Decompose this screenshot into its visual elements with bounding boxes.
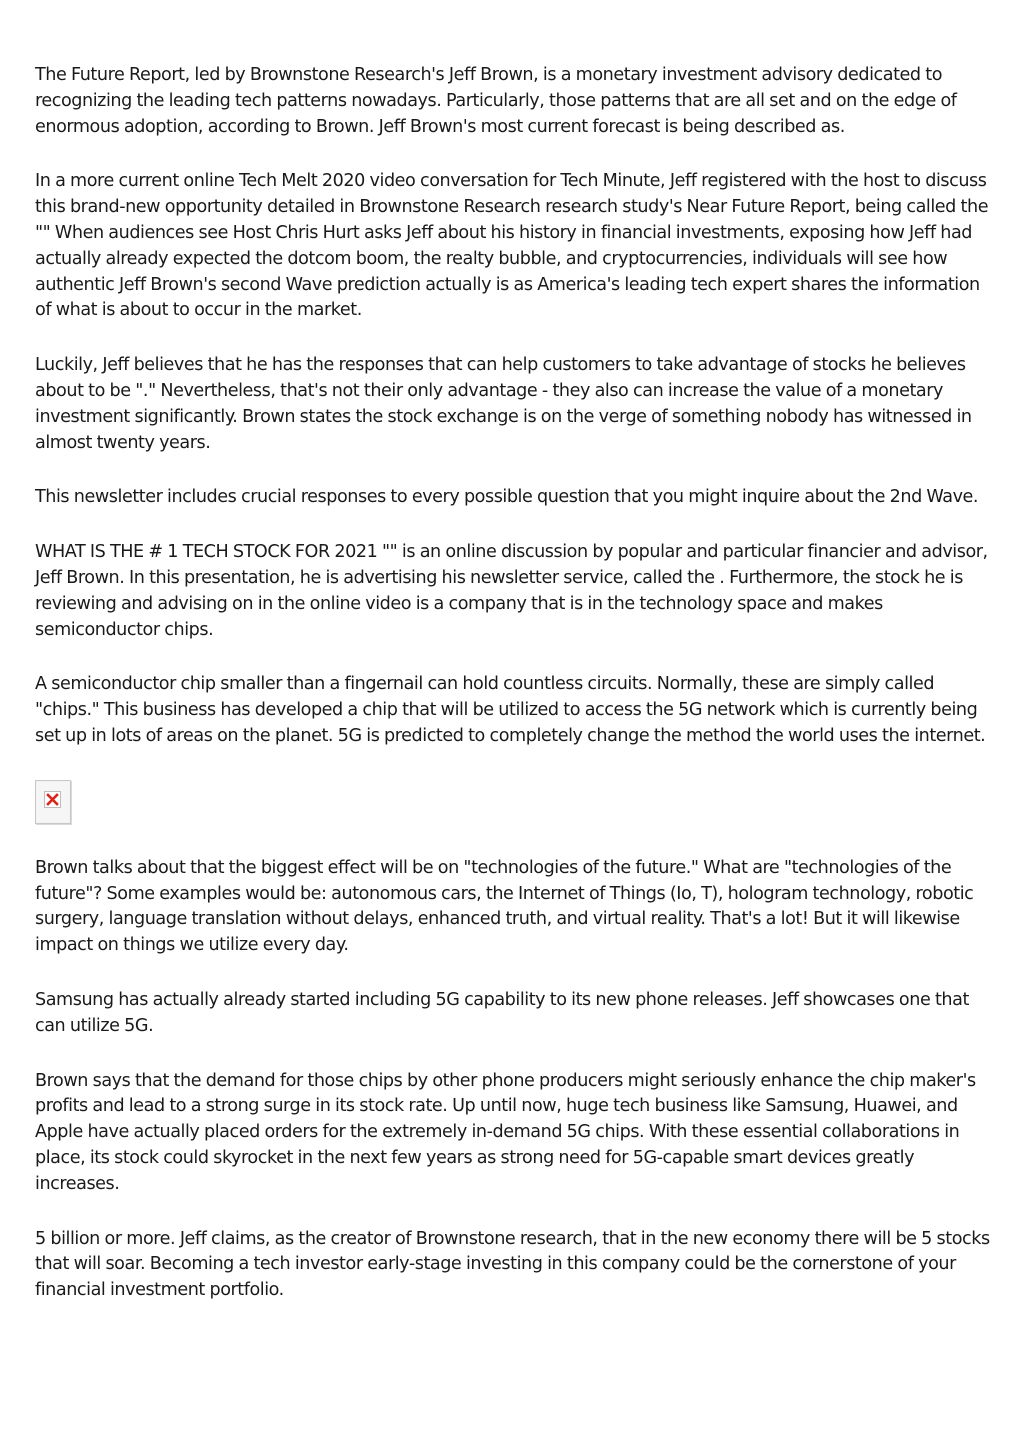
broken-image-icon [44, 791, 61, 808]
paragraph-8: Samsung has actually already started including 5G capability to its new phone releases. Jeff showcases one that can utilize 5G. [35, 989, 969, 1036]
article-body [35, 63, 1000, 1304]
broken-image-placeholder [35, 780, 71, 824]
paragraph-9: Brown says that the demand for those chips by other phone producers might seriously enhance the chip maker's profits and lead to a strong surge in its stock rate. Up until now, huge tech business like Samsung, Huawei, and Apple have actually placed orders for the extremely in-demand 5G chips. With these essential collaborations in place, its stock could skyrocket in the next few years as strong need for 5G-capable smart devices greatly increases. [35, 1070, 976, 1194]
paragraph-5: WHAT IS THE # 1 TECH STOCK FOR 2021 "" is an online discussion by popular and particular financier and advisor, Jeff Brown. In this presentation, he is advertising his newsletter service, called the . Furthermore, the stock he is reviewing and advising on in the online video is a company that is in the technology space and makes semiconductor chips. [35, 542, 988, 640]
paragraph-6: A semiconductor chip smaller than a fingernail can hold countless circuits. Normally, these are simply called "chips." This business has developed a chip that will be utilized to access the 5G network which is currently being set up in lots of areas on the planet. 5G is predicted to completely change the method the world uses the internet. [35, 674, 986, 746]
paragraph-7: Brown talks about that the biggest effect will be on "technologies of the future." What are "technologies of the future"? Some examples would be: autonomous cars, the Internet of Things (Io, T), hologram technology, robotic surgery, language translation without delays, enhanced truth, and virtual reality. That's a lot! But it will likewise impact on things we utilize every day. [35, 857, 974, 956]
paragraph-10: 5 billion or more. Jeff claims, as the creator of Brownstone research, that in the new economy there will be 5 stocks that will soar. Becoming a tech investor early-stage investing in this company could be the cornerstone of your financial investment portfolio. [35, 1228, 990, 1301]
paragraph-4: This newsletter includes crucial responses to every possible question that you might inquire about the 2nd Wave. [35, 487, 979, 508]
paragraph-1: The Future Report, led by Brownstone Research's Jeff Brown, is a monetary investment advisory dedicated to recognizing the leading tech patterns nowadays. Particularly, those patterns that are all set and on the edge of enormous adoption, according to Brown. Jeff Brown's most current forecast is being described as. [35, 65, 957, 137]
paragraph-2: In a more current online Tech Melt 2020 video conversation for Tech Minute, Jeff registered with the host to discuss this brand-new opportunity detailed in Brownstone Research research study's Near Future Report, being called the "" When audiences see Host Chris Hurt asks Jeff about his history in financial investments, exposing how Jeff had actually already expected the dotcom boom, the realty bubble, and cryptocurrencies, individuals will see how authentic Jeff Brown's second Wave prediction actually is as America's leading tech expert shares the information of what is about to occur in the market. [35, 171, 989, 321]
paragraph-3: Luckily, Jeff believes that he has the responses that can help customers to take advantage of stocks he believes about to be "." Nevertheless, that's not their only advantage - they also can increase the value of a monetary investment significantly. Brown states the stock exchange is on the verge of something nobody has witnessed in almost twenty years. [35, 355, 972, 453]
